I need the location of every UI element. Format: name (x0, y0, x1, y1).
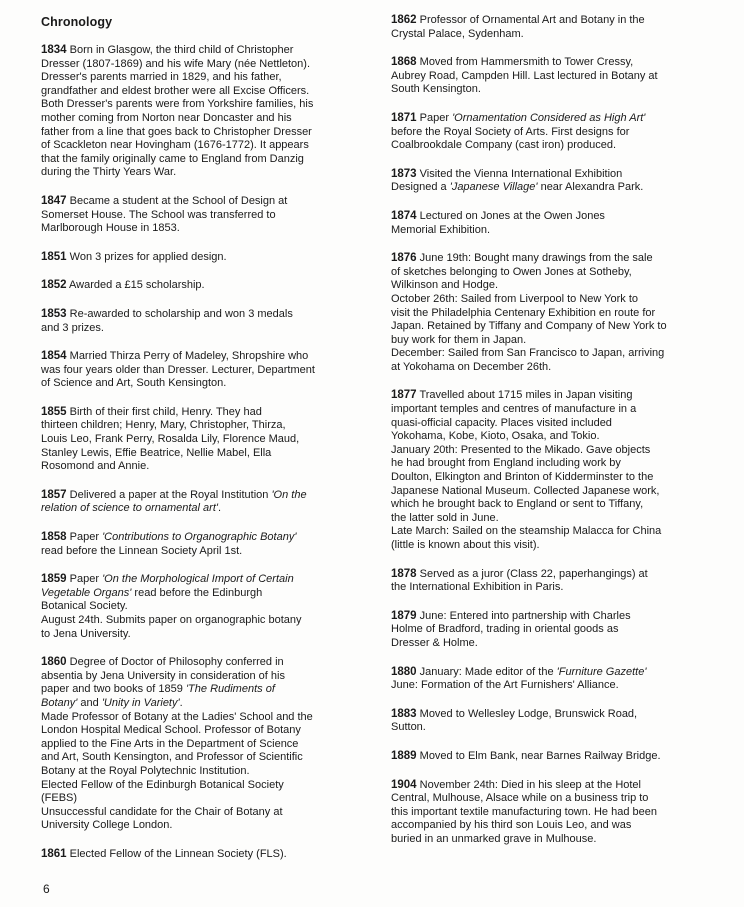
entry-line (391, 307, 703, 321)
entry-text: Louis Leo, Frank Perry, Rosalda Lily, Florence Maud, (41, 433, 300, 446)
entry-line (41, 724, 351, 738)
entry-line (391, 819, 703, 833)
entry-text: (FEBS) (41, 792, 78, 805)
entry-title-text: Vegetable Organs' (41, 586, 132, 599)
chronology-entry (391, 666, 703, 693)
entry-text: Central, Mulhouse, Alsace while on a business trip to (391, 792, 649, 805)
entry-line (391, 14, 703, 28)
chronology-entry (391, 112, 703, 153)
entry-year: 1858 (41, 531, 67, 544)
entry-line (391, 750, 703, 764)
entry-year: 1880 (391, 665, 417, 678)
entry-text: to Jena University. (41, 627, 131, 640)
entry-text: Visited the Vienna International Exhibition (416, 167, 623, 180)
chronology-entry (41, 308, 351, 335)
entry-line (391, 181, 703, 195)
entry-text: Paper (416, 111, 453, 124)
entry-line (391, 56, 703, 70)
entry-year: 1889 (391, 749, 417, 762)
entry-text: Coalbrookdale Company (cast iron) produced. (391, 139, 617, 152)
entry-line (391, 279, 703, 293)
entry-line (391, 320, 703, 334)
entry-title-text: 'Furniture Gazette' (556, 665, 647, 678)
entry-text: he had brought from England including work by (391, 457, 621, 470)
entry-line (41, 44, 351, 58)
entry-text: of sketches belonging to Owen Jones at Sotheby, (391, 265, 632, 278)
entry-line (391, 666, 703, 680)
entry-text: Dresser (1807-1869) and his wife Mary (née Nettleton). (41, 57, 311, 70)
entry-text: and (77, 696, 102, 709)
entry-line (391, 361, 703, 375)
entry-line (391, 168, 703, 182)
entry-line (41, 683, 351, 697)
entry-title-text: 'On the (271, 488, 307, 501)
entry-text: Somerset House. The School was transferred to (41, 208, 276, 221)
chronology-entry (391, 610, 703, 651)
entry-line (391, 457, 703, 471)
entry-year: 1857 (41, 488, 67, 501)
chronology-entry (391, 750, 703, 764)
chronology-entry (41, 44, 351, 180)
entry-text: August 24th. Submits paper on organographic botany (41, 614, 302, 626)
chronology-entry (41, 489, 351, 516)
entry-text: Stanley Lewis, Effie Beatrice, Nellie Mabel, Ella (41, 446, 272, 459)
entry-text: the latter sold in June. (391, 511, 499, 524)
entry-text: near Alexandra Park. (537, 181, 644, 194)
entry-text: University College London. (41, 819, 173, 832)
entry-line (41, 751, 351, 765)
entry-line (391, 266, 703, 280)
entry-text: was four years older than Dresser. Lecturer, Department (41, 363, 315, 376)
entry-text: Late March: Sailed on the steamship Malacca for China (391, 525, 662, 538)
entry-year: 1883 (391, 707, 417, 720)
entry-text: Elected Fellow of the Edinburgh Botanical Society (41, 778, 284, 791)
entry-line (41, 819, 351, 833)
entry-line (391, 610, 703, 624)
entry-line (391, 293, 703, 307)
entry-line (41, 222, 351, 236)
entry-title-text: Botany' (41, 696, 78, 709)
entry-line (41, 126, 351, 140)
chronology-entry (391, 252, 703, 374)
entry-line (391, 334, 703, 348)
entry-text: during the Thirty Years War. (41, 166, 177, 179)
entry-text: November 24th: Died in his sleep at the Hotel (416, 778, 641, 791)
entry-text: of Science and Art, South Kensington. (41, 377, 227, 390)
entry-line (391, 471, 703, 485)
entry-line (391, 126, 703, 140)
entry-line (391, 708, 703, 722)
entry-year: 1860 (41, 656, 67, 669)
entry-line (391, 525, 703, 539)
entry-text: before the Royal Society of Arts. First designs for (391, 125, 630, 138)
entry-text: of Scackleton near Hovingham (1676-1772). It appears (41, 139, 309, 152)
entry-title-text: 'Ornamentation Considered as High Art' (452, 111, 646, 124)
entry-year: 1854 (41, 350, 67, 363)
entry-line (41, 364, 351, 378)
chronology-entry (41, 251, 351, 265)
entry-line (391, 444, 703, 458)
entry-year: 1879 (391, 609, 417, 622)
entry-year: 1834 (41, 44, 67, 56)
entry-line (391, 485, 703, 499)
entry-text: Crystal Palace, Sydenham. (391, 27, 524, 40)
entry-text: and 3 prizes. (41, 321, 104, 334)
entry-line (41, 738, 351, 752)
entry-text: . (217, 502, 222, 515)
entry-text: Moved to Wellesley Lodge, Brunswick Road, (416, 707, 638, 720)
entry-line (41, 112, 351, 126)
entry-text: Served as a juror (Class 22, paperhangings) at (416, 567, 648, 580)
entry-line (41, 848, 351, 862)
entry-text: which he brought back to England or sent to Tiffany, (391, 498, 644, 511)
entry-title-text: 'The Rudiments of (185, 683, 275, 696)
entry-year: 1876 (391, 252, 417, 265)
entry-text: buy work for them in Japan. (391, 333, 527, 346)
entry-text: Marlborough House in 1853. (41, 222, 180, 235)
entry-text: October 26th: Sailed from Liverpool to New York to (391, 292, 639, 305)
entry-line (391, 210, 703, 224)
entry-line (41, 628, 351, 642)
entry-line (41, 573, 351, 587)
entry-line (391, 568, 703, 582)
entry-text: absentia by Jena University in consideration of his (41, 669, 285, 682)
entry-text: Memorial Exhibition. (391, 223, 491, 236)
entry-text: Holme of Bradford, trading in oriental goods as (391, 623, 619, 636)
entry-line (391, 498, 703, 512)
chronology-entry (391, 210, 703, 237)
entry-text: accompanied by his third son Louis Leo, and was (391, 819, 632, 832)
entry-line (41, 139, 351, 153)
entry-text: Dresser & Holme. (391, 636, 478, 649)
entry-line (391, 403, 703, 417)
entry-year: 1878 (391, 567, 417, 580)
entry-text: January: Made editor of the (416, 665, 557, 678)
entry-line (391, 224, 703, 238)
entry-line (41, 58, 351, 72)
entry-line (41, 545, 351, 559)
entry-text: January 20th: Presented to the Mikado. Gave objects (391, 443, 651, 456)
entry-year: 1862 (391, 14, 417, 26)
entry-line (391, 252, 703, 266)
entry-text: important temples and centres of manufacture in a (391, 403, 637, 416)
entry-line (41, 308, 351, 322)
entry-text: Wilkinson and Hodge. (391, 279, 499, 292)
entry-text: read before the Edinburgh (131, 586, 263, 599)
entry-text: June: Formation of the Art Furnishers' Alliance. (391, 679, 619, 692)
entry-text: Married Thirza Perry of Madeley, Shropshire who (66, 350, 309, 363)
entry-line (391, 792, 703, 806)
entry-line (41, 502, 351, 516)
entry-text: thirteen children; Henry, Mary, Christopher, Thirza, (41, 419, 286, 432)
entry-text: Botanical Society. (41, 600, 128, 613)
entry-year: 1852 (41, 279, 67, 292)
chronology-entry (391, 168, 703, 195)
entry-line (41, 350, 351, 364)
entry-line (41, 322, 351, 336)
entry-text: Birth of their first child, Henry. They had (66, 405, 262, 418)
chronology-entry (41, 350, 351, 391)
entry-text: Degree of Doctor of Philosophy conferred in (66, 656, 284, 669)
entry-text: Botany at the Royal Polytechnic Institution. (41, 764, 250, 777)
entry-line (41, 419, 351, 433)
entry-text: June: Entered into partnership with Charles (416, 609, 631, 622)
entry-text: this important textile manufacturing town. He had been (391, 805, 657, 818)
entry-text: (little is known about this visit). (391, 539, 540, 551)
entry-text: Moved from Hammersmith to Tower Cressy, (416, 56, 634, 69)
entry-line (391, 417, 703, 431)
entry-text: Rosomond and Annie. (41, 460, 150, 473)
right-column (391, 14, 703, 862)
entry-text: the International Exhibition in Paris. (391, 581, 564, 594)
entry-text: Elected Fellow of the Linnean Society (FLS). (66, 847, 287, 860)
entry-line (391, 112, 703, 126)
entry-year: 1874 (391, 209, 417, 222)
chronology-entry (41, 279, 351, 293)
entry-year: 1877 (391, 389, 417, 402)
entry-text: Japanese National Museum. Collected Japanese work, (391, 484, 660, 497)
chronology-entry (41, 656, 351, 833)
chronology-entry (41, 531, 351, 558)
entry-line (41, 279, 351, 293)
entry-line (391, 833, 703, 847)
entry-text: Won 3 prizes for applied design. (66, 250, 227, 263)
entry-line (391, 623, 703, 637)
entry-text: Both Dresser's parents were from Yorkshire families, his (41, 98, 314, 111)
entry-line (41, 460, 351, 474)
entry-line (41, 587, 351, 601)
entry-year: 1859 (41, 573, 67, 586)
entry-line (41, 792, 351, 806)
entry-text: Professor of Ornamental Art and Botany in the (416, 14, 645, 26)
chronology-entry (391, 14, 703, 41)
entry-line (41, 209, 351, 223)
entry-line (41, 71, 351, 85)
entry-text: that the family originally came to England from Danzig (41, 152, 304, 165)
entry-text: Paper (66, 573, 103, 586)
entry-text: grandfather and eldest brother were all Excise Officers. (41, 84, 310, 97)
entry-line (41, 433, 351, 447)
entry-line (41, 765, 351, 779)
entry-line (391, 139, 703, 153)
chronology-entry (41, 195, 351, 236)
entry-year: 1853 (41, 307, 67, 320)
chronology-entry (391, 779, 703, 847)
entry-line (41, 377, 351, 391)
entry-line (391, 70, 703, 84)
entry-text: Became a student at the School of Design at (66, 194, 288, 207)
entry-line (41, 670, 351, 684)
entry-title-text: 'Japanese Village' (449, 181, 538, 194)
entry-text: Dresser's parents married in 1829, and his father, (41, 71, 282, 84)
entry-line (391, 679, 703, 693)
entry-year: 1868 (391, 56, 417, 69)
entry-text: London Hospital Medical School. Professor of Botany (41, 724, 301, 737)
entry-text: Re-awarded to scholarship and won 3 medals (66, 307, 293, 320)
entry-text: applied to the Fine Arts in the Department of Science (41, 737, 299, 750)
entry-text: Aubrey Road, Campden Hill. Last lectured in Botany at (391, 69, 658, 82)
chronology-entry (41, 573, 351, 641)
entry-line (41, 406, 351, 420)
entry-line (41, 600, 351, 614)
chronology-entry (391, 708, 703, 735)
chronology-entry (391, 568, 703, 595)
entry-title-text: relation of science to ornamental art' (41, 502, 218, 515)
entry-line (391, 539, 703, 553)
entry-line (391, 389, 703, 403)
entry-text: mother coming from Norton near Doncaster and his (41, 111, 292, 124)
entry-text: paper and two books of 1859 (41, 683, 186, 696)
entry-year: 1855 (41, 405, 67, 418)
entry-line (391, 430, 703, 444)
entry-line (391, 581, 703, 595)
entry-line (391, 779, 703, 793)
entry-text: at Yokohama on December 26th. (391, 360, 552, 373)
entry-text: Travelled about 1715 miles in Japan visiting (416, 389, 633, 402)
entry-text: Paper (66, 531, 103, 544)
entry-line (41, 489, 351, 503)
entry-text: December: Sailed from San Francisco to Japan, arriving (391, 347, 665, 360)
entry-text: Made Professor of Botany at the Ladies' School and the (41, 710, 313, 723)
entry-text: quasi-official capacity. Places visited included (391, 416, 612, 429)
entry-line (391, 806, 703, 820)
entry-year: 1851 (41, 250, 67, 263)
entry-text: Lectured on Jones at the Owen Jones (416, 209, 605, 222)
entry-text: father from a line that goes back to Christopher Dresser (41, 125, 312, 138)
left-column (41, 44, 351, 877)
entry-year: 1873 (391, 167, 417, 180)
entry-line (41, 779, 351, 793)
entry-text: Unsuccessful candidate for the Chair of Botany at (41, 805, 283, 818)
entry-text: June 19th: Bought many drawings from the sale (416, 252, 653, 265)
chronology-entry (41, 406, 351, 474)
entry-text: Moved to Elm Bank, near Barnes Railway Bridge. (416, 749, 661, 762)
page-title: Chronology (41, 15, 113, 29)
chronology-entry (41, 848, 351, 862)
entry-line (41, 447, 351, 461)
entry-text: Delivered a paper at the Royal Institution (66, 488, 272, 501)
entry-line (41, 153, 351, 167)
entry-text: and Art, South Kensington, and Professor of Scientific (41, 751, 303, 764)
entry-title-text: 'On the Morphological Import of Certain (102, 573, 294, 586)
entry-line (391, 83, 703, 97)
entry-year: 1904 (391, 778, 417, 791)
entry-line (391, 28, 703, 42)
entry-text: buried in an unmarked grave in Mulhouse. (391, 832, 597, 845)
entry-year: 1871 (391, 111, 417, 124)
entry-line (41, 531, 351, 545)
entry-line (41, 656, 351, 670)
entry-line (41, 697, 351, 711)
entry-line (41, 614, 351, 628)
entry-title-text: 'Unity in Variety' (101, 696, 180, 709)
entry-text: Awarded a £15 scholarship. (66, 279, 205, 292)
entry-year: 1847 (41, 194, 67, 207)
entry-text: Japan. Retained by Tiffany and Company of New York to (391, 320, 667, 333)
chronology-entry (391, 56, 703, 97)
entry-line (391, 721, 703, 735)
entry-text: Doulton, Elkington and Brinton of Kidderminster to the (391, 471, 654, 484)
entry-line (391, 347, 703, 361)
entry-line (41, 98, 351, 112)
entry-text: read before the Linnean Society April 1st. (41, 544, 243, 557)
entry-line (41, 195, 351, 209)
entry-line (41, 251, 351, 265)
entry-line (41, 806, 351, 820)
entry-text: Designed a (391, 181, 450, 194)
entry-text: Born in Glasgow, the third child of Christopher (66, 44, 294, 56)
entry-text: Sutton. (391, 721, 426, 734)
entry-text: visit the Philadelphia Centenary Exhibition en route for (391, 306, 656, 319)
chronology-entry (391, 389, 703, 552)
entry-line (41, 166, 351, 180)
entry-title-text: 'Contributions to Organographic Botany' (102, 531, 297, 544)
entry-line (391, 637, 703, 651)
entry-year: 1861 (41, 847, 67, 860)
entry-line (41, 85, 351, 99)
entry-text: . (179, 696, 183, 709)
entry-text: South Kensington. (391, 83, 481, 96)
entry-text: Yokohama, Kobe, Kioto, Osaka, and Tokio. (391, 430, 600, 443)
entry-line (391, 512, 703, 526)
entry-line (41, 711, 351, 725)
page-number: 6 (43, 882, 50, 896)
